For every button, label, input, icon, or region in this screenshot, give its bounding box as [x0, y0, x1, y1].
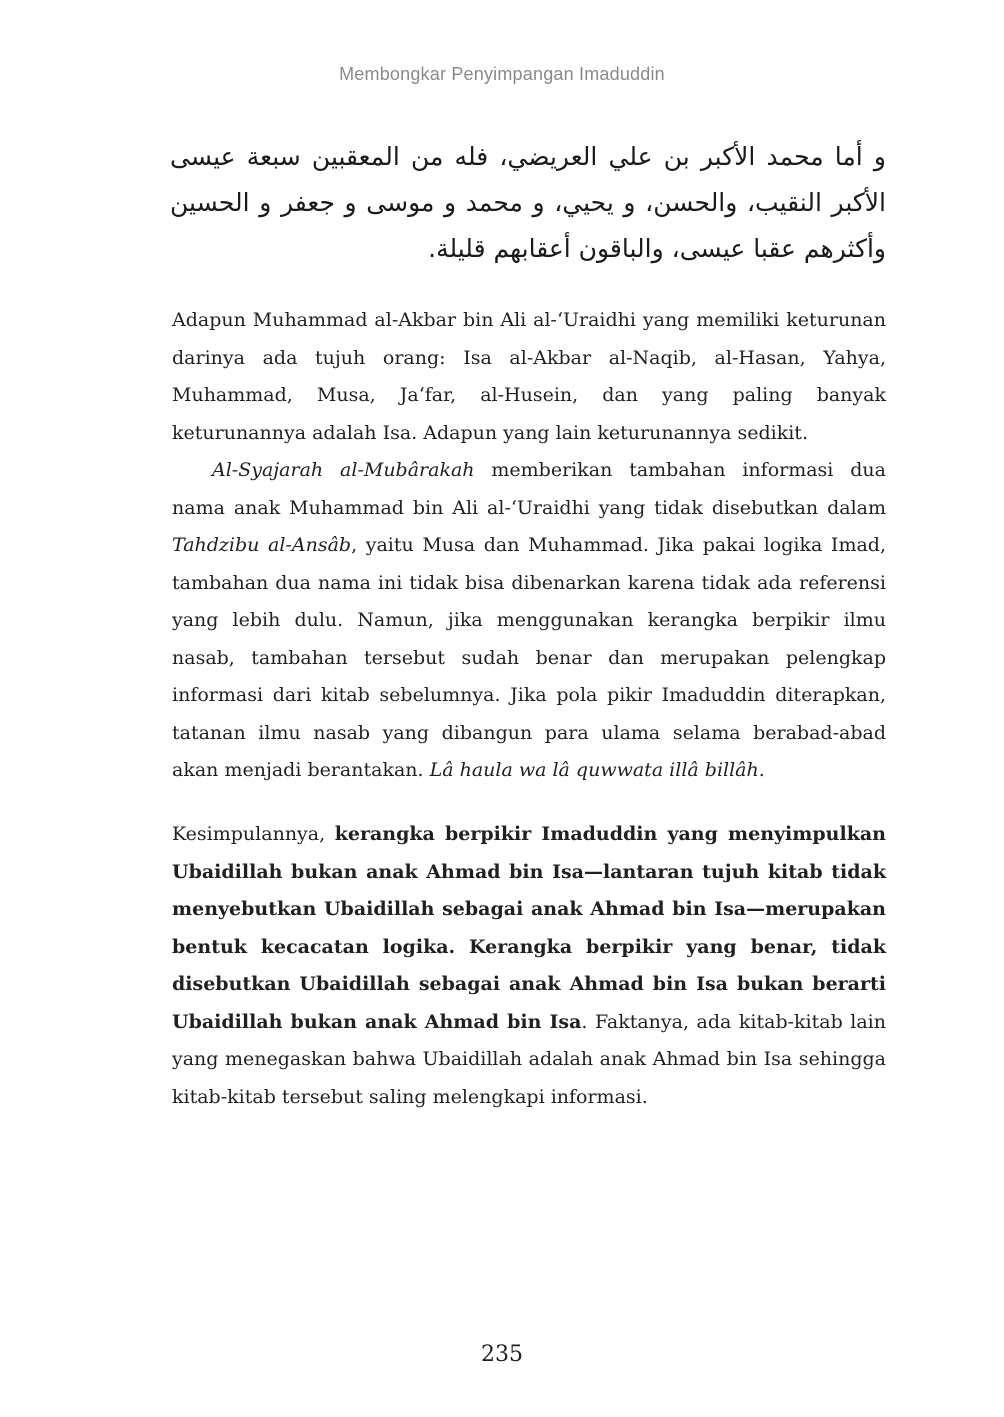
body-section-2: [172, 816, 886, 1116]
page-number: 235: [481, 1342, 523, 1367]
italic-book-title: Tahdzibu al-Ansâb: [172, 534, 352, 556]
paragraph-text: , yaitu Musa dan Muhammad. Jika pakai logika Imad, tambahan dua nama ini tidak bisa dibenarkan karena tidak ada referensi yang lebih dulu. Namun, jika menggunakan kerangka berpikir ilmu nasab, tambahan tersebut sudah benar dan merupakan pelengkap informasi dari kitab sebelumnya. Jika pola pikir Imaduddin diterapkan, tatanan ilmu nasab yang dibangun para ulama selama berabad-abad akan menjadi berantakan.: [172, 534, 886, 781]
italic-phrase: Lâ haula wa lâ quwwata illâ billâh.: [429, 759, 765, 781]
arabic-quote: و أما محمد الأكبر بن علي العريضي، فله من المعقبين سبعة عيسى الأكبر النقيب، والحسن، و يحيي، و محمد و موسى و جعفر و الحسين وأكثرهم عقبا عيسى، والباقون أعقابهم قليلة.: [170, 142, 886, 263]
paragraph-text: memberikan tambahan informasi dua nama anak Muhammad bin Ali al-‘Uraidhi yang tidak disebutkan dalam: [172, 459, 886, 519]
paragraph-text: . Faktanya, ada kitab-kitab lain yang menegaskan bahwa Ubaidillah adalah anak Ahmad bin Isa sehingga kitab-kitab tersebut saling melengkapi informasi.: [172, 1010, 886, 1108]
paragraph-translation: Adapun Muhammad al-Akbar bin Ali al-‘Uraidhi yang memiliki keturunan darinya ada tujuh orang: Isa al-Akbar al-Naqib, al-Hasan, Yahya, Muhammad, Musa, Ja‘far, al-Husein, dan yang paling banyak keturunannya adalah Isa. Adapun yang lain keturunannya sedikit.: [172, 309, 886, 444]
body-section-1: [172, 302, 886, 790]
paragraph-conclusion: [172, 816, 886, 1116]
bold-conclusion: kerangka berpikir Imaduddin yang menyimpulkan Ubaidillah bukan anak Ahmad bin Isa—lantaran tujuh kitab tidak menyebutkan Ubaidillah sebagai anak Ahmad bin Isa—merupakan bentuk kecacatan logika. Kerangka berpikir yang benar, tidak disebutkan Ubaidillah sebagai anak Ahmad bin Isa bukan berarti Ubaidillah bukan anak Ahmad bin Isa: [172, 823, 886, 1033]
running-header: Membongkar Penyimpangan Imaduddin: [339, 64, 665, 84]
paragraph-syajarah: [172, 452, 886, 790]
italic-book-title: Al-Syajarah al-Mubârakah: [212, 459, 475, 481]
paragraph-lead: Kesimpulannya,: [172, 823, 335, 845]
